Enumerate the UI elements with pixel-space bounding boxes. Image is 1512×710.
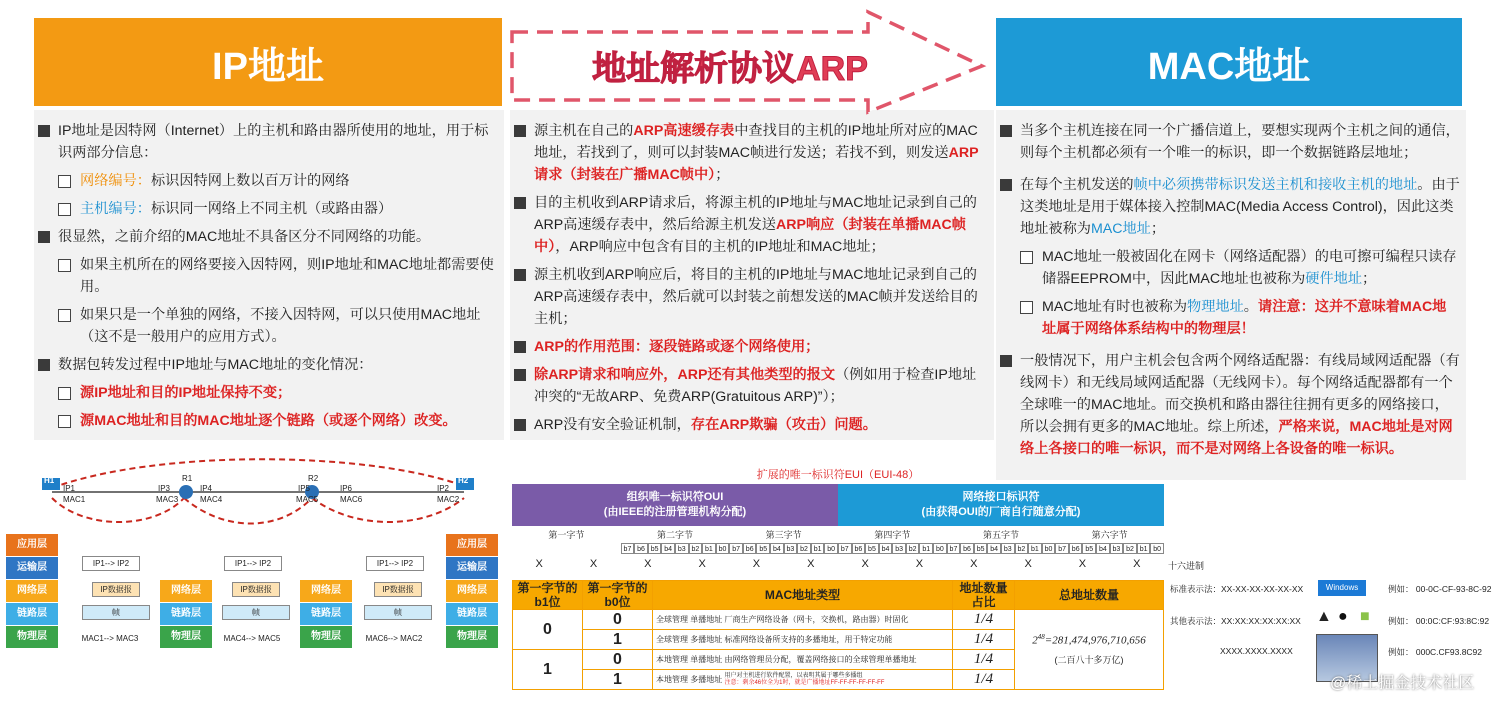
h1-label: H1 bbox=[44, 476, 55, 485]
ip-header-3: IP1--> IP2 bbox=[366, 556, 424, 571]
datagram-2: IP数据报 bbox=[232, 582, 280, 597]
mac-header-1: MAC1--> MAC3 bbox=[81, 634, 139, 643]
mac-header-3: MAC6--> MAC2 bbox=[365, 634, 423, 643]
th-b1: 第一字节的b1位 bbox=[513, 581, 583, 610]
bit-cell: b0 bbox=[716, 543, 730, 554]
hex-digit: X bbox=[807, 558, 815, 570]
bit-cell: b1 bbox=[919, 543, 933, 554]
bit-cell: b2 bbox=[797, 543, 811, 554]
row3-ratio: 1/4 bbox=[953, 650, 1015, 670]
h1-mac: MAC1 bbox=[63, 495, 86, 504]
bit-cell: b4 bbox=[1096, 543, 1110, 554]
byte-label: 第二字节 bbox=[656, 530, 693, 540]
std-notation: 标准表示法：XX-XX-XX-XX-XX-XX bbox=[1170, 584, 1304, 594]
arp-title: 地址解析协议ARP bbox=[592, 49, 868, 88]
ip-title-banner: IP地址 bbox=[34, 18, 502, 106]
ip-header-2: IP1--> IP2 bbox=[224, 556, 282, 571]
layer-transport: 运输层 bbox=[6, 557, 58, 579]
bit-row bbox=[1055, 543, 1164, 554]
watermark: @稀土掘金技术社区 bbox=[1330, 675, 1475, 692]
bit-row bbox=[838, 543, 947, 554]
byte-label: 第四字节 bbox=[874, 530, 911, 540]
nic-header: 网络接口标识符 (由获得OUI的厂商自行随意分配) bbox=[838, 484, 1164, 526]
bit-cell: b0 bbox=[1042, 543, 1056, 554]
layer-network: 网络层 bbox=[6, 580, 58, 602]
layer-transport: 运输层 bbox=[446, 557, 498, 579]
bit-cell: b6 bbox=[743, 543, 757, 554]
bit-cell: b1 bbox=[702, 543, 716, 554]
bit-cell: b4 bbox=[879, 543, 893, 554]
r1-mac4: MAC4 bbox=[200, 495, 223, 504]
layer-physical: 物理层 bbox=[446, 626, 498, 648]
bit-cell: b0 bbox=[824, 543, 838, 554]
row4-b0: 1 bbox=[583, 670, 653, 690]
bit-row bbox=[947, 543, 1056, 554]
bit-cell: b1 bbox=[1028, 543, 1042, 554]
dot-example: 例如： 000C.CF93.8C92 bbox=[1388, 647, 1483, 657]
bit-cell: b6 bbox=[634, 543, 648, 554]
bit-cell: b6 bbox=[960, 543, 974, 554]
row-b1-0: 0 bbox=[513, 610, 583, 650]
bullet-network-number: 网络编号：标识因特网上数以百万计的网络 bbox=[36, 170, 496, 192]
bit-cell: b2 bbox=[906, 543, 920, 554]
row2-ratio: 1/4 bbox=[953, 630, 1015, 650]
arp-step-2: 目的主机收到ARP请求后，将源主机的IP地址与MAC地址记录到自己的ARP高速缓存表中，然后给源主机发送ARP响应（封装在单播MAC帧中），ARP响应中包含有目的主机的IP地址和MAC地址； bbox=[512, 192, 990, 258]
topology-diagram bbox=[34, 458, 484, 538]
other-notation: 其他表示法：XX:XX:XX:XX:XX:XX bbox=[1170, 616, 1301, 626]
hex-x-row bbox=[512, 558, 1164, 572]
bit-cell: b7 bbox=[947, 543, 961, 554]
row2-b0: 1 bbox=[583, 630, 653, 650]
layer-network: 网络层 bbox=[160, 580, 212, 602]
bullet-internet-both: 如果主机所在的网络要接入因特网，则IP地址和MAC地址都需要使用。 bbox=[36, 254, 496, 298]
bit-cell: b6 bbox=[852, 543, 866, 554]
byte-label: 第三字节 bbox=[765, 530, 802, 540]
th-b0: 第一字节的b0位 bbox=[583, 581, 653, 610]
layer-physical: 物理层 bbox=[300, 626, 352, 648]
oui-header: 组织唯一标识符OUI (由IEEE的注册管理机构分配) bbox=[512, 484, 838, 526]
layer-link: 链路层 bbox=[446, 603, 498, 625]
h2-ip: IP2 bbox=[437, 484, 450, 493]
r1-label: R1 bbox=[182, 474, 193, 483]
mac-header-2: MAC4--> MAC5 bbox=[223, 634, 281, 643]
bit-cell: b3 bbox=[1110, 543, 1124, 554]
other-example: 例如： 00:0C:CF:93:8C:92 bbox=[1388, 616, 1490, 626]
row3-b0: 0 bbox=[583, 650, 653, 670]
h1-ip: IP1 bbox=[63, 484, 76, 493]
bullet-host-number: 主机编号：标识同一网络上不同主机（或路由器） bbox=[36, 198, 496, 220]
bit-cell: b4 bbox=[987, 543, 1001, 554]
arp-security: ARP没有安全验证机制，存在ARP欺骗（攻击）问题。 bbox=[512, 414, 990, 436]
hex-digit: X bbox=[861, 558, 869, 570]
android-icon: ■ bbox=[1360, 608, 1370, 625]
frame-3: 帧 bbox=[364, 605, 432, 620]
frame-2: 帧 bbox=[222, 605, 290, 620]
bullet-ip-definition: IP地址是因特网（Internet）上的主机和路由器所使用的地址，用于标识两部分信息： bbox=[36, 120, 496, 164]
bit-cell: b5 bbox=[756, 543, 770, 554]
layer-link: 链路层 bbox=[6, 603, 58, 625]
bit-cell: b7 bbox=[1055, 543, 1069, 554]
bit-cell: b5 bbox=[865, 543, 879, 554]
bit-cell: b4 bbox=[770, 543, 784, 554]
datagram-1: IP数据报 bbox=[92, 582, 140, 597]
mac-type-table bbox=[512, 580, 1164, 690]
layer-network: 网络层 bbox=[446, 580, 498, 602]
hex-digit: X bbox=[535, 558, 543, 570]
arp-step-3: 源主机收到ARP响应后，将目的主机的IP地址与MAC地址记录到自己的ARP高速缓存表中，然后就可以封装之前想发送的MAC帧并发送给目的主机； bbox=[512, 264, 990, 330]
arp-bullets bbox=[512, 120, 990, 442]
layer-physical: 物理层 bbox=[160, 626, 212, 648]
bit-cell: b7 bbox=[621, 543, 635, 554]
windows-logo-icon: Windows bbox=[1318, 580, 1366, 596]
bullet-ip-unchanged: 源IP地址和目的IP地址保持不变； bbox=[36, 382, 496, 404]
th-ratio: 地址数量占比 bbox=[953, 581, 1015, 610]
bit-cell: b3 bbox=[675, 543, 689, 554]
bullet-mac-no-network: 很显然，之前介绍的MAC地址不具备区分不同网络的功能。 bbox=[36, 226, 496, 248]
mac-bullet-frame-address: 在每个主机发送的帧中必须携带标识发送主机和接收主机的地址。由于这类地址是用于媒体接入控制MAC(Media Access Control)，因此这类地址被称为MAC地址； bbox=[998, 174, 1460, 240]
r1-ip4: IP4 bbox=[200, 484, 213, 493]
bit-cell: b0 bbox=[1150, 543, 1164, 554]
layer-application: 应用层 bbox=[446, 534, 498, 556]
eui-title: 扩展的唯一标识符EUI（EUI-48） bbox=[756, 469, 920, 481]
bit-cell: b4 bbox=[661, 543, 675, 554]
bit-cell: b2 bbox=[1015, 543, 1029, 554]
r2-mac6: MAC6 bbox=[340, 495, 363, 504]
bullet-forwarding-changes: 数据包转发过程中IP地址与MAC地址的变化情况： bbox=[36, 354, 496, 376]
mac-bullet-adapters: 一般情况下，用户主机会包含两个网络适配器：有线局域网适配器（有线网卡）和无线局域网适配器（无线网卡）。每个网络适配器都有一个全球唯一的MAC地址。而交换机和路由器往往拥有更多的网络接口，所以会拥有更多的MAC地址。综上所述，严格来说，MAC地址是对网络上各接口的唯一标识，而不是对网络上各设备的唯一标识。 bbox=[998, 350, 1460, 460]
hex-digit: X bbox=[1024, 558, 1032, 570]
hex-digit: X bbox=[752, 558, 761, 570]
r2-label: R2 bbox=[308, 474, 319, 483]
bullet-mac-changes: 源MAC地址和目的MAC地址逐个链路（或逐个网络）改变。 bbox=[36, 410, 496, 432]
byte-label: 第五字节 bbox=[982, 530, 1019, 540]
router-r1-icon bbox=[179, 485, 193, 499]
byte-label: 第六字节 bbox=[1091, 530, 1128, 540]
hex-digit: X bbox=[970, 558, 978, 570]
mac-bullet-physical-address: MAC地址有时也被称为物理地址。请注意：这并不意味着MAC地址属于网络体系结构中的物理层！ bbox=[998, 296, 1460, 340]
row3-type: 本地管理 单播地址 由网络管理员分配，覆盖网络接口的全球管理单播地址 bbox=[653, 650, 953, 670]
h2-mac: MAC2 bbox=[437, 495, 460, 504]
ip-header-1: IP1--> IP2 bbox=[82, 556, 140, 571]
layer-link: 链路层 bbox=[160, 603, 212, 625]
linux-icon: ▲ bbox=[1316, 608, 1332, 625]
bit-cell: b1 bbox=[1137, 543, 1151, 554]
hex-digit: X bbox=[644, 558, 652, 570]
row4-type: 本地管理 多播地址 用户对主机进行软件配置，以表明其属于哪些多播组 注意：剩余46位全为1时，就是广播地址FF-FF-FF-FF-FF-FF bbox=[653, 670, 953, 690]
bit-row bbox=[621, 543, 730, 554]
bit-cell: b3 bbox=[784, 543, 798, 554]
bit-cell: b1 bbox=[811, 543, 825, 554]
r1-mac3: MAC3 bbox=[156, 495, 179, 504]
bit-cell: b3 bbox=[1001, 543, 1015, 554]
hex-digit: X bbox=[1078, 558, 1087, 570]
r2-ip6: IP6 bbox=[340, 484, 353, 493]
arp-scope: ARP的作用范围：逐段链路或逐个网络使用； bbox=[512, 336, 990, 358]
row-b1-1: 1 bbox=[513, 650, 583, 690]
h2-label: H2 bbox=[458, 476, 469, 485]
layer-physical: 物理层 bbox=[6, 626, 58, 648]
th-total: 总地址数量 bbox=[1015, 581, 1164, 610]
bit-cell: b5 bbox=[974, 543, 988, 554]
mac-bullets bbox=[998, 120, 1460, 466]
mac-bullet-unique-id: 当多个主机连接在同一个广播信道上，要想实现两个主机之间的通信，则每个主机都必须有一个唯一的标识，即一个数据链路层地址； bbox=[998, 120, 1460, 164]
apple-icon: ● bbox=[1338, 608, 1348, 625]
bit-cell: b6 bbox=[1069, 543, 1083, 554]
row1-type: 全球管理 单播地址 厂商生产网络设备（网卡，交换机，路由器）时固化 bbox=[653, 610, 953, 630]
bit-cell: b5 bbox=[1082, 543, 1096, 554]
r2-ip5: IP5 bbox=[298, 484, 311, 493]
bit-cell: b5 bbox=[648, 543, 662, 554]
ip-bullets bbox=[36, 120, 496, 438]
hex-digit: X bbox=[589, 558, 598, 570]
row1-b0: 0 bbox=[583, 610, 653, 630]
bit-cell: b2 bbox=[689, 543, 703, 554]
row2-type: 全球管理 多播地址 标准网络设备所支持的多播地址，用于特定功能 bbox=[653, 630, 953, 650]
total-count: $2^{48}=281,474,976,710,656$ (二百八十多万亿) bbox=[1015, 610, 1164, 690]
frame-1: 帧 bbox=[82, 605, 150, 620]
arp-step-1: 源主机在自己的ARP高速缓存表中查找目的主机的IP地址所对应的MAC地址，若找到了，则可以封装MAC帧进行发送；若找不到，则发送ARP请求（封装在广播MAC帧中）； bbox=[512, 120, 990, 186]
mac-bullet-hardware-address: MAC地址一般被固化在网卡（网络适配器）的电可擦可编程只读存储器EEPROM中，因此MAC地址也被称为硬件地址； bbox=[998, 246, 1460, 290]
layer-application: 应用层 bbox=[6, 534, 58, 556]
bullet-standalone-mac: 如果只是一个单独的网络，不接入因特网，可以只使用MAC地址（这不是一般用户的应用方式）。 bbox=[36, 304, 496, 348]
dot-notation: XXXX.XXXX.XXXX bbox=[1220, 646, 1293, 656]
bit-row bbox=[729, 543, 838, 554]
hex-label: 十六进制 bbox=[1168, 561, 1205, 571]
r2-mac5: MAC5 bbox=[296, 495, 319, 504]
mac-title-banner: MAC地址 bbox=[996, 18, 1462, 106]
th-type: MAC地址类型 bbox=[653, 581, 953, 610]
bit-cell: b7 bbox=[729, 543, 743, 554]
std-example: 例如： 00-0C-CF-93-8C-92 bbox=[1388, 584, 1492, 594]
row1-ratio: 1/4 bbox=[953, 610, 1015, 630]
arp-other-messages: 除ARP请求和响应外，ARP还有其他类型的报文（例如用于检查IP地址冲突的“无故ARP、免费ARP(Gratuitous ARP)”）； bbox=[512, 364, 990, 408]
bit-cell: b3 bbox=[892, 543, 906, 554]
row4-ratio: 1/4 bbox=[953, 670, 1015, 690]
layer-network: 网络层 bbox=[300, 580, 352, 602]
datagram-3: IP数据报 bbox=[374, 582, 422, 597]
bit-cell: b2 bbox=[1123, 543, 1137, 554]
hex-digit: X bbox=[1133, 558, 1141, 570]
bit-cell: b0 bbox=[933, 543, 947, 554]
layer-link: 链路层 bbox=[300, 603, 352, 625]
r1-ip3: IP3 bbox=[158, 484, 171, 493]
bit-cell: b7 bbox=[838, 543, 852, 554]
byte-label: 第一字节 bbox=[548, 530, 585, 540]
hex-digit: X bbox=[698, 558, 706, 570]
hex-digit: X bbox=[915, 558, 924, 570]
